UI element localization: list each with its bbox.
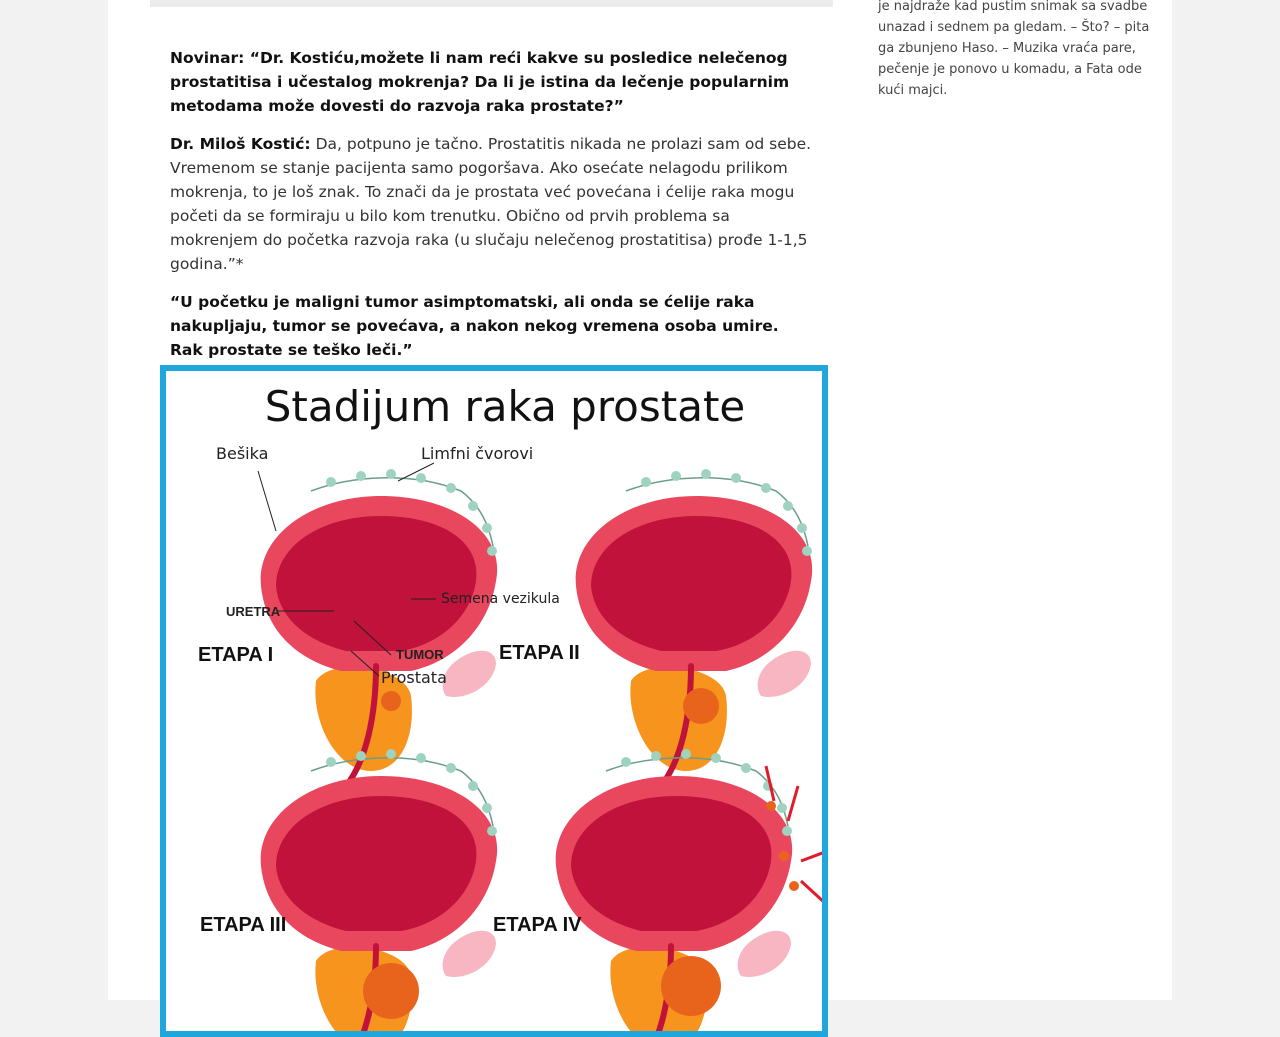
prostate-cancer-stages-image [160, 365, 828, 1037]
tumor-stage-2 [683, 688, 719, 724]
journalist-question: Novinar: “Dr. Kostiću,možete li nam reći kakve su posledice nelečenog prostatitisa i učestalog mokrenja? Da li je istina da lečenje popularnim metodama može dovesti do razvoja raka prostate?” [170, 49, 790, 115]
organ-stage-1 [261, 469, 497, 808]
tumor-stage-1 [381, 691, 401, 711]
label-uretra: URETRA [226, 604, 281, 619]
doctor-quote: “U početku je maligni tumor asimptomatski, ali onda se ćelije raka nakupljaju, tumor se povećava, a nakon nekog vremena osoba umire. Rak prostate se teško leči.” [170, 293, 779, 359]
sidebar-joke-text: je najdraže kad pustim snimak sa svadbe unazad i sednem pa gledam. – Što? – pita ga zbunjeno Haso. – Muzika vraća pare, pečenje je ponovo u komadu, a Fata ode kući majci. [878, 0, 1150, 98]
doctor-answer-text: Da, potpuno je tačno. Prostatitis nikada ne prolazi sam od sebe. Vremenom se stanje pacijenta samo pogoršava. Ako osećate nelagodu prilikom mokrenja, to je loš znak. To znači da je prostata već povećana i ćelije raka mogu početi da se formiraju u bilo kom trenutku. Obično od prvih problema sa mokrenjem do početka razvoja raka (u slučaju nelečenog prostatitisa) prođe 1-1,5 godina.”* [170, 135, 812, 273]
figure-title: Stadijum raka prostate [264, 382, 746, 431]
organ-stage-2 [576, 469, 812, 808]
label-semena-vezikula: Semena vezikula [441, 591, 560, 607]
stage-1-label: ETAPA I [198, 644, 274, 666]
organ-stage-4 [556, 749, 822, 1031]
doctor-name: Dr. Miloš Kostić: [170, 135, 311, 153]
doctor-answer [170, 132, 815, 276]
stage-4-label: ETAPA IV [493, 914, 582, 936]
top-divider-strip [150, 0, 833, 7]
tumor-stage-3 [363, 963, 419, 1019]
stages-illustration [166, 371, 822, 1031]
stage-2-label: ETAPA II [499, 642, 580, 664]
label-tumor: TUMOR [396, 647, 444, 662]
stage-3-label: ETAPA III [200, 914, 287, 936]
label-besika: Bešika [216, 444, 269, 463]
tumor-stage-4 [661, 956, 721, 1016]
organ-stage-3 [261, 749, 497, 1031]
label-prostata: Prostata [381, 668, 447, 687]
label-limfni-cvorovi: Limfni čvorovi [421, 444, 534, 463]
article-body [170, 46, 815, 376]
